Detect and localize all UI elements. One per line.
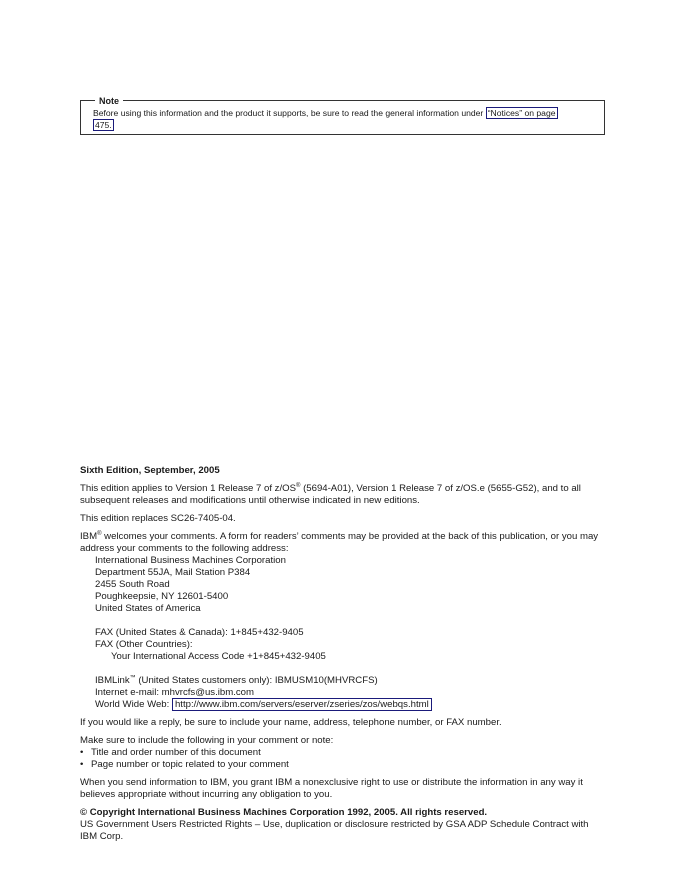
edition-section bbox=[80, 465, 605, 843]
spacer bbox=[95, 663, 605, 675]
ibmlink-brand: IBMLink bbox=[95, 675, 130, 686]
reply-paragraph: If you would like a reply, be sure to include your name, address, telephone number, or FAX number. bbox=[80, 717, 502, 728]
ibmlink-line bbox=[95, 675, 605, 687]
list-item: • Title and order number of this document bbox=[80, 747, 605, 759]
restricted-rights: US Government Users Restricted Rights – Use, duplication or disclosure restricted by GSA ADP Schedule Contract with IBM Corp. bbox=[80, 819, 589, 842]
applies-text-1: This edition applies to Version 1 Release 7 of z/OS bbox=[80, 483, 296, 494]
note-text bbox=[93, 107, 588, 131]
trademark-mark: ™ bbox=[129, 674, 136, 681]
list-item: • Page number or topic related to your comment bbox=[80, 759, 605, 771]
notices-link[interactable]: “Notices” on page bbox=[487, 108, 556, 118]
registered-mark-ibm: ® bbox=[97, 530, 102, 537]
address-line: United States of America bbox=[95, 603, 201, 614]
welcome-brand: IBM bbox=[80, 531, 98, 542]
fax-us: FAX (United States & Canada): 1+845+432-9405 bbox=[95, 627, 304, 638]
spacer bbox=[95, 615, 605, 627]
fax-other: FAX (Other Countries): bbox=[95, 639, 193, 650]
welcome-text: welcomes your comments. A form for readers’ comments may be provided at the back of this publication, or you may address your comments to the following address: bbox=[80, 531, 599, 554]
ibmlink-text: (United States customers only): IBMUSM10(MHVRCFS) bbox=[135, 675, 378, 686]
applies-paragraph bbox=[80, 483, 605, 507]
note-body: Before using this information and the product it supports, be sure to read the general information under bbox=[93, 108, 486, 118]
web-url-link[interactable]: http://www.ibm.com/servers/eserver/zseries/zos/webqs.html bbox=[172, 698, 432, 711]
address-line: 2455 South Road bbox=[95, 579, 170, 590]
notices-link-page[interactable]: 475. bbox=[95, 120, 112, 130]
web-line bbox=[95, 699, 605, 711]
note-title: Note bbox=[95, 96, 123, 106]
include-intro: Make sure to include the following in your comment or note: bbox=[80, 735, 334, 746]
applies-text-2: (5694-A01), Version 1 Release 7 of z/OS.e (5655-G52), and to all subsequent releases and modifications until otherwise indicated in new editions. bbox=[80, 483, 581, 506]
intl-access-code: Your International Access Code +1+845+432-9405 bbox=[111, 651, 326, 662]
copyright-line: © Copyright International Business Machines Corporation 1992, 2005. All rights reserved. bbox=[80, 807, 488, 818]
address-line: Department 55JA, Mail Station P384 bbox=[95, 567, 251, 578]
registered-mark: ® bbox=[295, 482, 301, 489]
address-line: International Business Machines Corporation bbox=[95, 555, 286, 566]
replaces-paragraph: This edition replaces SC26-7405-04. bbox=[80, 513, 236, 524]
contact-block bbox=[80, 555, 605, 711]
web-label: World Wide Web: bbox=[95, 699, 172, 710]
welcome-paragraph bbox=[80, 531, 605, 555]
include-list bbox=[80, 747, 605, 771]
note-box bbox=[80, 96, 605, 135]
address-line: Poughkeepsie, NY 12601-5400 bbox=[95, 591, 229, 602]
edition-heading: Sixth Edition, September, 2005 bbox=[80, 465, 220, 476]
grant-paragraph: When you send information to IBM, you grant IBM a nonexclusive right to use or distribute the information in any way it believes appropriate without incurring any obligation to you. bbox=[80, 777, 583, 800]
email-line: Internet e-mail: mhvrcfs@us.ibm.com bbox=[95, 687, 255, 698]
